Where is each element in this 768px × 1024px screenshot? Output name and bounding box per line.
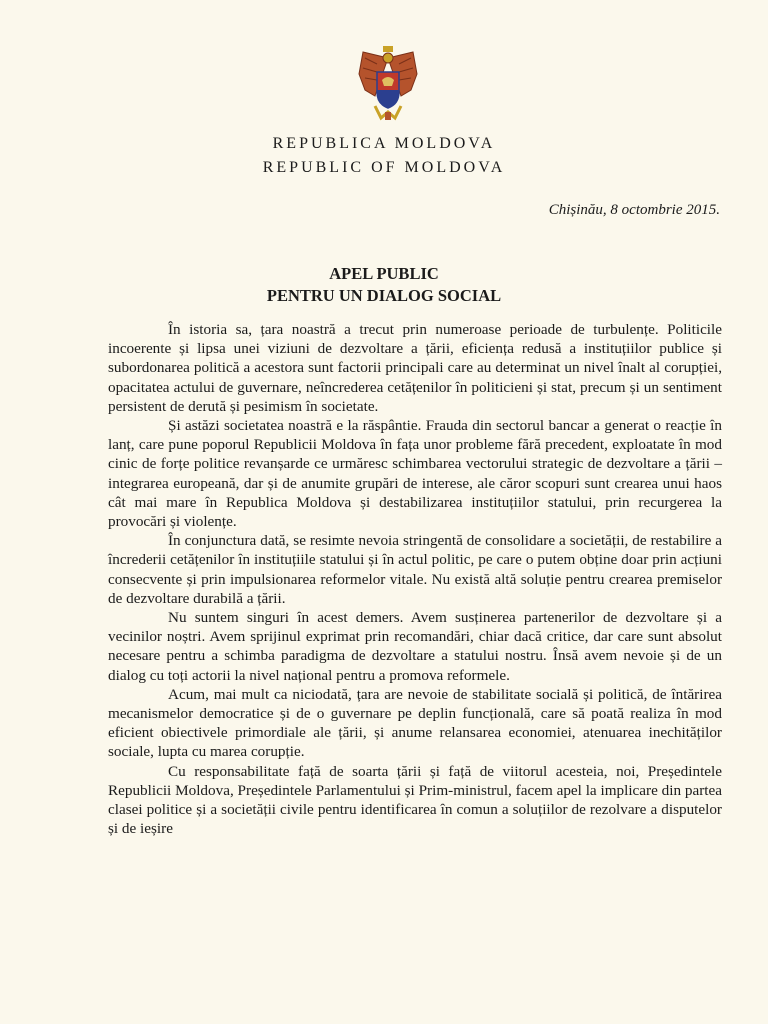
paragraph: În conjunctura dată, se resimte nevoia stringentă de consolidare a societății, de restabilire a încrederii cetățenilor în instituțiile statului și în actul politic, pe care o putem obține doar prin acțiuni consecvente și prin impulsionarea reformelor vitale. Nu există altă soluție pentru crearea premiselor de dezvoltare durabilă a țării. xyxy=(108,532,722,607)
paragraph: Cu responsabilitate față de soarta țării și față de viitorul acesteia, noi, Președintele Republicii Moldova, Președintele Parlamentului și Prim-ministrul, facem apel la implicare din partea clasei politice și a societății civile pentru identificarea în comun a soluțiilor de rezolvare a disputelor și de ieșire xyxy=(108,762,722,838)
title-line-1: APEL PUBLIC xyxy=(329,264,439,283)
moldova-coat-of-arms-icon xyxy=(355,44,421,124)
letter-body xyxy=(108,320,722,838)
paragraph: Nu suntem singuri în acest demers. Avem susținerea partenerilor de dezvoltare și a vecinilor noștri. Avem sprijinul exprimat prin recomandări, chiar dacă critice, dar care sunt absolut necesare pentru a schimba paradigma de dezvoltare a statului nostru. Însă avem nevoie și de un dialog cu toți actorii la nivel național pentru a promova reformele. xyxy=(108,609,722,684)
paragraph: Acum, mai mult ca niciodată, țara are nevoie de stabilitate socială și politică, de întărirea mecanismelor democratice și de o guvernare pe deplin funcțională, care să poată realiza în mod eficient obiectivele primordiale ale țării, și anume relansarea economiei, atenuarea inechităților sociale, lupta cu marea corupție. xyxy=(108,685,722,761)
document-title xyxy=(0,263,768,307)
paragraph: În istoria sa, țara noastră a trecut prin numeroase perioade de turbulențe. Politicile incoerente și lipsa unei viziuni de dezvoltare a țării, eficiența redusă a instituțiilor publice și subordonarea politică a acestora sunt factorii principali care au determinat un nivel înalt al corupției, opacitatea actului de guvernare, neîncrederea cetățenilor în politicieni și stat, precum și un sentiment persistent de derută și pesimism în societate. xyxy=(108,321,722,415)
page-bottom-edge xyxy=(108,1001,722,1024)
dateline: Chișinău, 8 octombrie 2015. xyxy=(548,202,720,218)
letterhead-line-ro: REPUBLICA MOLDOVA xyxy=(272,135,496,152)
paragraph: Și astăzi societatea noastră e la răspântie. Frauda din sectorul bancar a generat o reacție în lanț, care pune poporul Republicii Moldova în fața unor probleme fără precedent, exploatate în mod cinic de forțe politice revanșarde ce urmăresc schimbarea vectorului strategic de dezvoltare a țării – integrarea europeană, dar și de anumite grupări de interese, ale căror scopuri sunt crearea unui haos cât mai mare în Republica Moldova și destabilizarea instituțiilor statului, prin recurgerea la provocări și violențe. xyxy=(108,417,722,531)
letterhead-line-en: REPUBLIC OF MOLDOVA xyxy=(262,159,506,176)
title-line-2: PENTRU UN DIALOG SOCIAL xyxy=(266,286,502,305)
letterhead xyxy=(0,132,768,180)
